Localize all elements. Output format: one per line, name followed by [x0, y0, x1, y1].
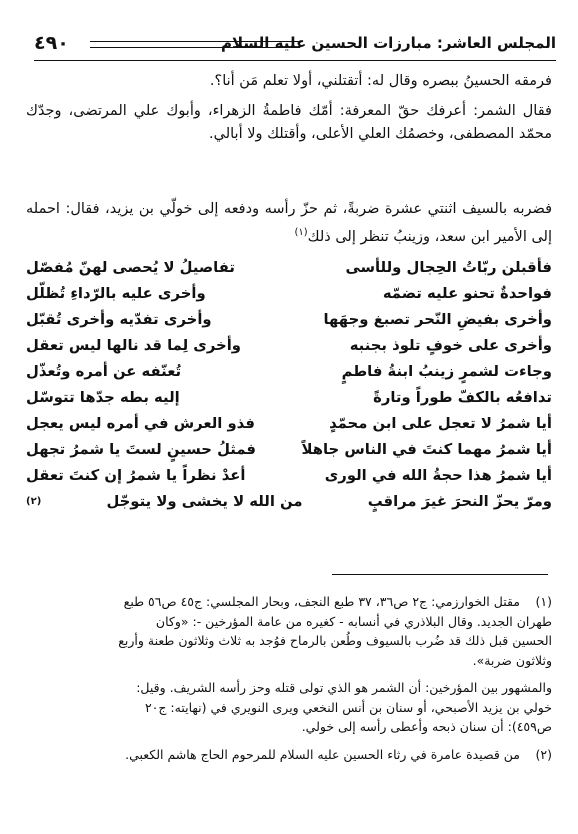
paragraph-text: فضربه بالسيف اثنتي عشرة ضربةً، ثم حزّ رأسه ودفعه إلى خولّي بن يزيد، فقال: احمله إلى الأمير ابن سعد، وزينبُ تنظر إلى ذلك — [26, 201, 552, 245]
verse-second-hemistich: أعدْ نظراً يا شمرُ إن كنتَ تعقل — [26, 466, 246, 484]
paragraph-2 — [26, 100, 552, 146]
paragraph-1 — [26, 70, 552, 93]
header-rule — [34, 60, 556, 61]
header-double-rule — [90, 41, 300, 48]
verse-line — [26, 306, 552, 332]
footnote-ref: (٢) — [26, 495, 42, 507]
footnote-2 — [26, 745, 552, 765]
verse-line — [26, 410, 552, 436]
verse-second-hemistich: وأخرى عليه بالرّداءِ تُظلّل — [26, 284, 206, 302]
verse-second-hemistich: وأخرى تفدّيه وأخرى تُقبّل — [26, 310, 212, 328]
verse-first-hemistich: وأخرى بفيضِ النّحر تصبغ وجهَها — [323, 310, 552, 328]
footnote-number: (١) — [535, 594, 552, 609]
verse-first-hemistich: تدافعُه بالكفّ طوراً وتارةً — [373, 388, 552, 406]
verse-first-hemistich: فأقبلن ربّاتُ الحِجال وللأسى — [345, 258, 552, 276]
verse-line — [26, 384, 552, 410]
footnote-line: خولي بن يزيد الأصبحي، أو سنان بن أنس النخعي ويرى النويري في (نهايته: ج٢٠ — [144, 699, 552, 715]
footnote-line: ص٤٥٩): أن سنان ذبحه وأعطى رأسه إلى خولي. — [301, 719, 552, 734]
verse-first-hemistich: فواحدةٌ تحنو عليه تضمّه — [382, 284, 552, 302]
verse-first-hemistich: أيا شمرُ مهما كنتَ في الناس جاهلاً — [301, 440, 552, 458]
verse-line — [26, 358, 552, 384]
footnote-line: من قصيدة عامرة في رثاء الحسين عليه السلام للمرحوم الحاج هاشم الكعبي. — [125, 746, 520, 762]
footnote-rule — [332, 574, 548, 575]
footnote-ref: (١) — [294, 227, 308, 238]
verse-line — [26, 462, 552, 488]
footnote-line: والمشهور بين المؤرخين: أن الشمر هو الذي تولى قتله وحز رأسه الشريف. وقيل: — [136, 680, 552, 695]
verse-second-hemistich: تفاصيلُ لا يُحصى لهنّ مُفصّل — [26, 258, 235, 276]
verse-second-hemistich: فمثلُ حسينٍ لستَ يا شمرُ تجهل — [26, 440, 256, 458]
verse-line — [26, 488, 552, 514]
footnotes — [26, 592, 552, 764]
footnote-line: الحسين قبل ذلك قد ضُرب بالسيوف وطُعن بالرماح فوُجد به ثلاث وثلاثون طعنة وأربع — [118, 633, 552, 648]
verse-first-hemistich: ومرّ يحزّ النحرَ غيرَ مراقبٍ — [367, 492, 552, 510]
verse-line — [26, 254, 552, 280]
verse-second-hemistich: وأخرى لِما قد نالها ليس تعقل — [26, 336, 241, 354]
running-title: المجلس العاشر: مبارزات الحسين عليه السلام — [220, 34, 556, 52]
footnote-line: طهران الجديد. وقال البلاذري في أنسابه - كغيره من عامة المؤرخين -: «وكان — [155, 613, 552, 629]
paragraph-text: فقال الشمر: أعرفك حقّ المعرفة: أمّك فاطمةُ الزهراء، وأبوك علي المرتضى، وجدّك محمّد المصطفى، وخصمُك العلي الأعلى، وأقتلك ولا أبالي. — [26, 103, 552, 142]
verse-first-hemistich: وجاءت لشمرٍ زينبُ ابنةُ فاطمٍ — [341, 362, 552, 380]
paragraph-text: فرمقه الحسينُ ببصره وقال له: أتقتلني، أولا تعلم مَن أنا؟. — [209, 73, 552, 89]
paragraph-3 — [26, 198, 552, 249]
poem — [26, 254, 552, 514]
verse-line — [26, 436, 552, 462]
verse-second-hemistich: فذو العرش في أمره ليس يعجل — [26, 414, 255, 432]
footnote-number: (٢) — [535, 746, 552, 762]
footnote-line: مقتل الخوارزمي: ج٢ ص٣٦، ٣٧ طبع النجف، وبحار المجلسي: ج٤٥ ص٥٦ طبع — [123, 594, 520, 609]
verse-second-hemistich: تُعنّفه عن أمره وتُعذّل — [26, 362, 182, 380]
verse-second-hemistich: إليه بطه جدّها تتوسّل — [26, 388, 180, 406]
page-number: ٤٩٠ — [34, 32, 69, 54]
verse-line — [26, 332, 552, 358]
verse-line — [26, 280, 552, 306]
verse-first-hemistich: أيا شمرُ لا تعجل على ابن محمّدٍ — [329, 414, 552, 432]
footnote-line: وثلاثون ضربة». — [472, 652, 552, 668]
verse-first-hemistich: وأخرى على خوفٍ تلوذ بجنبه — [349, 336, 552, 354]
verse-second-hemistich: من الله لا يخشى ولا يتوجّل — [106, 492, 303, 510]
verse-first-hemistich: أيا شمرُ هذا حجةُ الله في الورى — [324, 466, 552, 484]
footnote-1 — [26, 592, 552, 612]
